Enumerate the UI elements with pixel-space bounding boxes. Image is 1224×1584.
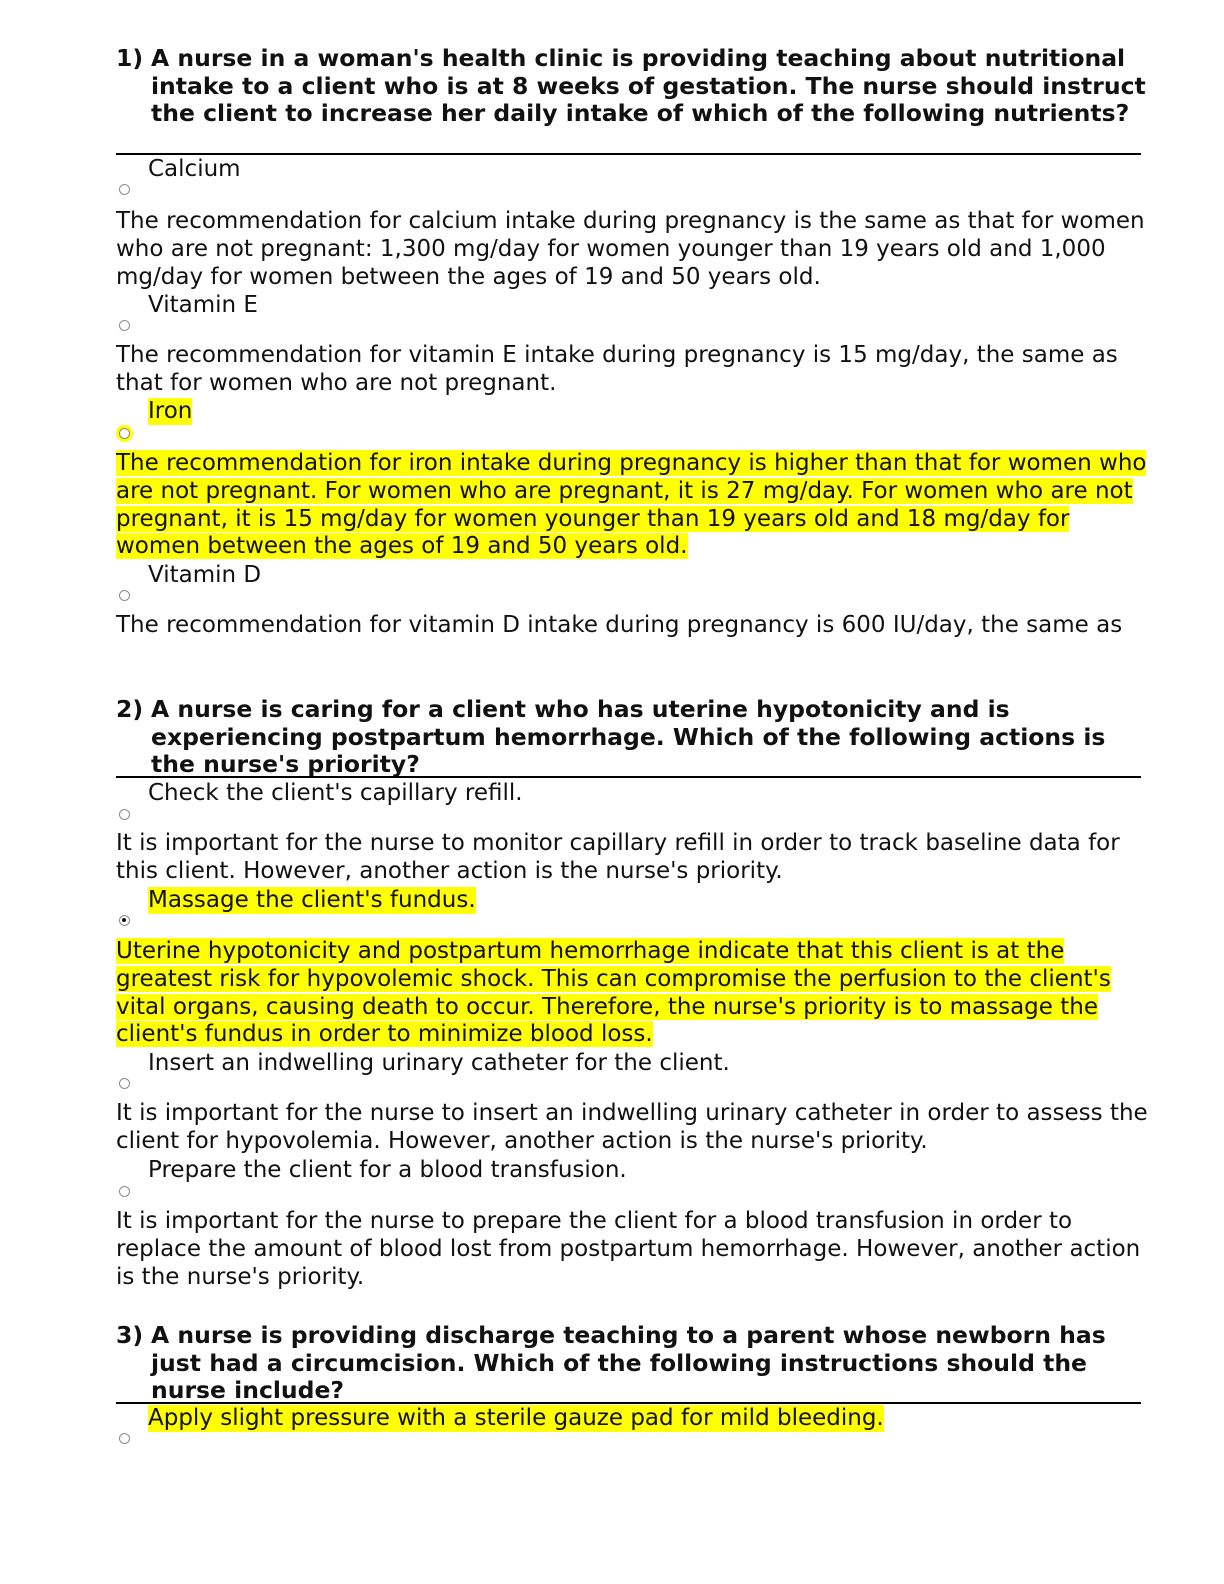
radio-button[interactable]	[119, 320, 130, 331]
option-label-highlighted[interactable]: Iron	[148, 398, 193, 424]
radio-button[interactable]	[119, 1433, 130, 1444]
question-number: 1)	[116, 44, 144, 72]
question-text: A nurse is caring for a client who has uterine hypotonicity and is experiencing postpartum hemorrhage. Which of the following actions is the nurse's priority?	[151, 695, 1106, 778]
option-explanation: The recommendation for vitamin D intake during pregnancy is 600 IU/day, the same as	[116, 612, 1123, 638]
question-3-title	[116, 1322, 1146, 1405]
question-divider	[116, 776, 1141, 778]
option-label[interactable]: Vitamin E	[148, 292, 258, 318]
option-explanation-highlighted: Uterine hypotonicity and postpartum hemorrhage indicate that this client is at the greatest risk for hypovolemic shock. This can compromise the perfusion to the client's vital organs, causing death to occur. Therefore, the nurse's priority is to massage the client's fundus in order to minimize blood loss.	[116, 938, 1111, 1048]
radio-button[interactable]	[119, 1078, 130, 1089]
question-text: A nurse in a woman's health clinic is providing teaching about nutritional intake to a client who is at 8 weeks of gestation. The nurse should instruct the client to increase her daily intake of which of the following nutrients?	[151, 44, 1146, 127]
option-label[interactable]: Prepare the client for a blood transfusion.	[148, 1157, 627, 1183]
radio-button[interactable]	[119, 428, 130, 439]
option-label[interactable]: Vitamin D	[148, 562, 262, 588]
question-number: 2)	[116, 695, 144, 723]
question-1-title	[116, 45, 1146, 128]
question-text: A nurse is providing discharge teaching to a parent whose newborn has just had a circumcision. Which of the following instructions should the nurse include?	[151, 1321, 1106, 1404]
question-2-title	[116, 696, 1146, 779]
option-label-highlighted[interactable]: Apply slight pressure with a sterile gauze pad for mild bleeding.	[148, 1405, 884, 1431]
option-label[interactable]: Insert an indwelling urinary catheter for the client.	[148, 1050, 730, 1076]
radio-button[interactable]	[119, 184, 130, 195]
question-divider	[116, 1402, 1141, 1404]
option-explanation: It is important for the nurse to monitor capillary refill in order to track baseline data for this client. However, another action is the nurse's priority.	[116, 830, 1120, 884]
radio-button[interactable]	[119, 590, 130, 601]
question-number: 3)	[116, 1321, 144, 1349]
option-explanation: The recommendation for calcium intake during pregnancy is the same as that for women who are not pregnant: 1,300 mg/day for women younger than 19 years old and 1,000 mg/day for women between the ages of 19 and 50 years old.	[116, 208, 1145, 290]
radio-button-selected[interactable]	[119, 915, 130, 926]
option-label[interactable]: Check the client's capillary refill.	[148, 780, 523, 806]
option-explanation: The recommendation for vitamin E intake during pregnancy is 15 mg/day, the same as that for women who are not pregnant.	[116, 342, 1118, 396]
option-label-highlighted[interactable]: Massage the client's fundus.	[148, 887, 476, 913]
question-divider	[116, 153, 1141, 155]
option-explanation: It is important for the nurse to prepare the client for a blood transfusion in order to replace the amount of blood lost from postpartum hemorrhage. However, another action is the nurse's priority.	[116, 1208, 1141, 1290]
radio-button[interactable]	[119, 1186, 130, 1197]
option-label[interactable]: Calcium	[148, 156, 241, 182]
radio-button[interactable]	[119, 809, 130, 820]
option-explanation-highlighted: The recommendation for iron intake during pregnancy is higher than that for women who are not pregnant. For women who are pregnant, it is 27 mg/day. For women who are not pregnant, it is 15 mg/day for women younger than 19 years old and 18 mg/day for women between the ages of 19 and 50 years old.	[116, 450, 1147, 560]
option-explanation: It is important for the nurse to insert an indwelling urinary catheter in order to assess the client for hypovolemia. However, another action is the nurse's priority.	[116, 1100, 1148, 1154]
